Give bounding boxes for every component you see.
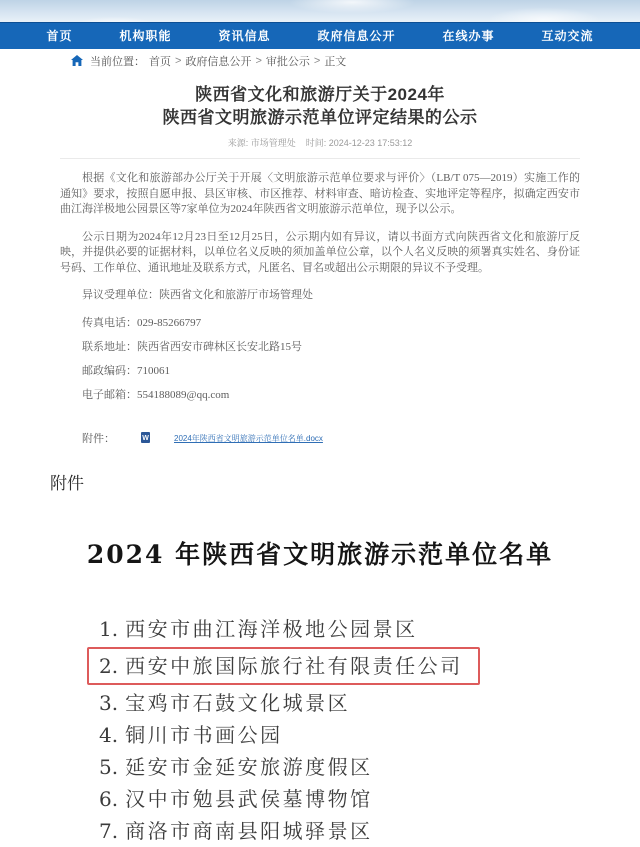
breadcrumb-separator: > — [175, 54, 182, 67]
attachment-title: 2024 年陕西省文明旅游示范单位名单 — [86, 540, 554, 569]
svg-text:W: W — [142, 434, 149, 442]
word-doc-icon — [119, 432, 150, 445]
contact-postcode: 邮政编码：710061 — [82, 364, 170, 377]
article-time: 时间: 2024-12-23 17:53:12 — [305, 138, 413, 148]
list-item-highlighted — [99, 645, 640, 687]
list-item — [99, 687, 640, 719]
list-item-number: 6. — [99, 787, 119, 811]
unit-list — [0, 613, 640, 847]
page-title-line1: 陕西省文化和旅游厅关于2024年 — [195, 85, 445, 104]
list-item — [99, 815, 640, 847]
list-item-number: 4. — [99, 723, 119, 747]
article-source: 来源: 市场管理处 — [227, 138, 296, 148]
list-item-number: 3. — [99, 691, 119, 715]
breadcrumb-separator: > — [313, 54, 321, 67]
breadcrumb-approval-publicity[interactable]: 审批公示 — [265, 55, 310, 68]
breadcrumb-current: 正文 — [324, 55, 347, 68]
breadcrumb-home[interactable]: 首页 — [149, 55, 171, 68]
paragraph-publicity-period: 公示日期为2024年12月23日至12月25日，公示期内如有异议，请以书面方式向陕西省文化和旅游厅反映，并提供必要的证据材料，以单位名义反映的须加盖单位公章，以个人名义反映的须署真实姓名、身份证号码、工作单位、通讯地址及联系方式，凡匿名、冒名或超出公示期限的异议不予受理。 — [60, 230, 580, 274]
breadcrumb-separator: > — [255, 54, 262, 67]
attachment-link[interactable] — [119, 432, 323, 445]
article-body — [60, 171, 580, 403]
red-highlight-box — [87, 647, 480, 685]
page-title — [60, 83, 580, 129]
nav-item-interaction[interactable]: 互动交流 — [541, 29, 594, 43]
list-item — [99, 751, 640, 783]
article-meta — [60, 136, 580, 159]
contact-fax: 传真电话：029-85266797 — [82, 316, 202, 329]
list-item-number: 1. — [99, 617, 119, 641]
home-icon — [71, 55, 83, 66]
paragraph-objection-unit: 异议受理单位：陕西省文化和旅游厅市场管理处 — [82, 289, 313, 301]
attachment-link-text: 2024年陕西省文明旅游示范单位名单.docx — [174, 433, 323, 443]
list-item-number: 2. — [99, 654, 119, 678]
list-item-name: 西安中旅国际旅行社有限责任公司 — [125, 654, 463, 678]
contact-address: 联系地址：陕西省西安市碑林区长安北路15号 — [82, 340, 302, 353]
nav-item-news[interactable]: 资讯信息 — [218, 29, 271, 43]
attachment-heading: 附件 — [50, 474, 84, 493]
list-item — [99, 719, 640, 751]
list-item — [99, 783, 640, 815]
nav-item-gov-info[interactable]: 政府信息公开 — [317, 29, 396, 43]
list-item-name: 宝鸡市石鼓文化城景区 — [125, 691, 351, 715]
list-item-number: 7. — [99, 819, 119, 843]
attachment-document — [0, 469, 640, 847]
list-item-name: 西安市曲江海洋极地公园景区 — [125, 617, 418, 641]
list-item-name: 汉中市勉县武侯墓博物馆 — [125, 787, 373, 811]
attachment-row — [60, 430, 580, 446]
article — [0, 72, 640, 446]
list-item-name: 延安市金延安旅游度假区 — [125, 755, 373, 779]
paragraph-basis: 根据《文化和旅游部办公厅关于开展〈文明旅游示范单位要求与评价〉（LB/T 075—2019）实施工作的通知》要求，按照自愿申报、县区审核、市区推荐、材料审查、暗访检查、实地评定等程序，拟确定西安市曲江海洋极地公园景区等7家单位为2024年陕西省文明旅游示范单位，现予以公示。 — [60, 172, 580, 215]
main-navigation — [0, 22, 640, 49]
list-item-name: 商洛市商南县阳城驿景区 — [125, 819, 373, 843]
breadcrumb-gov-info[interactable]: 政府信息公开 — [185, 55, 252, 68]
contact-email: 电子邮箱：554188089@qq.com — [82, 388, 230, 401]
attachment-label: 附件： — [82, 433, 115, 445]
nav-item-online-services[interactable]: 在线办事 — [442, 29, 495, 43]
list-item-name: 铜川市书画公园 — [125, 723, 283, 747]
list-item — [99, 613, 640, 645]
page-title-line2: 陕西省文明旅游示范单位评定结果的公示 — [162, 108, 478, 127]
breadcrumb-prefix: 当前位置： — [90, 55, 145, 68]
nav-item-org-functions[interactable]: 机构职能 — [119, 29, 172, 43]
top-banner-image — [0, 0, 640, 22]
list-item-number: 5. — [99, 755, 119, 779]
nav-item-home[interactable]: 首页 — [46, 29, 73, 43]
breadcrumb — [0, 49, 640, 72]
